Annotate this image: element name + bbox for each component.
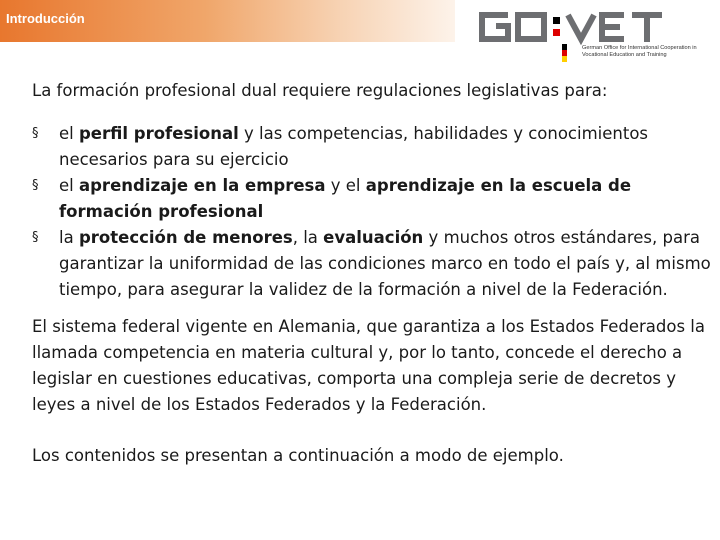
section-header-bar (0, 0, 455, 42)
paragraph-federal-system: El sistema federal vigente en Alemania, que garantiza a los Estados Federados la llamada competencia en materia cultural y, por lo tanto, concede el derecho a legislar en cuestiones educativas, comporta una compleja serie de decretos y leyes a nivel de los Estados Federados y la Federación. (32, 317, 705, 414)
logo-subtitle: German Office for International Cooperation in Vocational Education and Training (582, 45, 697, 58)
govet-logo (478, 12, 714, 68)
bullet-item (32, 173, 716, 225)
bullet-text: el (59, 124, 79, 143)
bullet-text: y las competencias, habilidades y conocimientos necesarios para su ejercicio (59, 124, 649, 169)
bullet-bold-text: perfil profesional (78, 124, 239, 143)
bullet-bold-text: aprendizaje en la escuela de formación profesional (59, 176, 632, 221)
bullet-item (32, 225, 716, 303)
bullet-text: y el (325, 176, 366, 195)
bullet-bold-text: protección de menores (78, 228, 293, 247)
bullet-symbol: § (32, 230, 39, 245)
bullet-item (32, 121, 716, 173)
paragraph-contents-note: Los contenidos se presentan a continuación a modo de ejemplo. (32, 446, 564, 465)
bullet-text: y muchos otros estándares, para garantizar la uniformidad de las condiciones marco en todo el país y, al mismo tiempo, para asegurar la validez de la formación a nivel de la Federación. (59, 228, 711, 299)
slide-content (32, 78, 716, 469)
bullet-text: la (59, 228, 79, 247)
bullet-list (32, 121, 716, 303)
govet-logo-mark (478, 12, 714, 68)
bullet-bold-text: aprendizaje en la empresa (78, 176, 326, 195)
bullet-text: , la (292, 228, 324, 247)
intro-text: La formación profesional dual requiere regulaciones legislativas para: (32, 81, 608, 100)
bullet-symbol: § (32, 178, 39, 193)
bullet-symbol: § (32, 126, 39, 141)
section-title: Introducción (6, 11, 85, 26)
bullet-text: el (59, 176, 79, 195)
bullet-bold-text: evaluación (323, 228, 424, 247)
